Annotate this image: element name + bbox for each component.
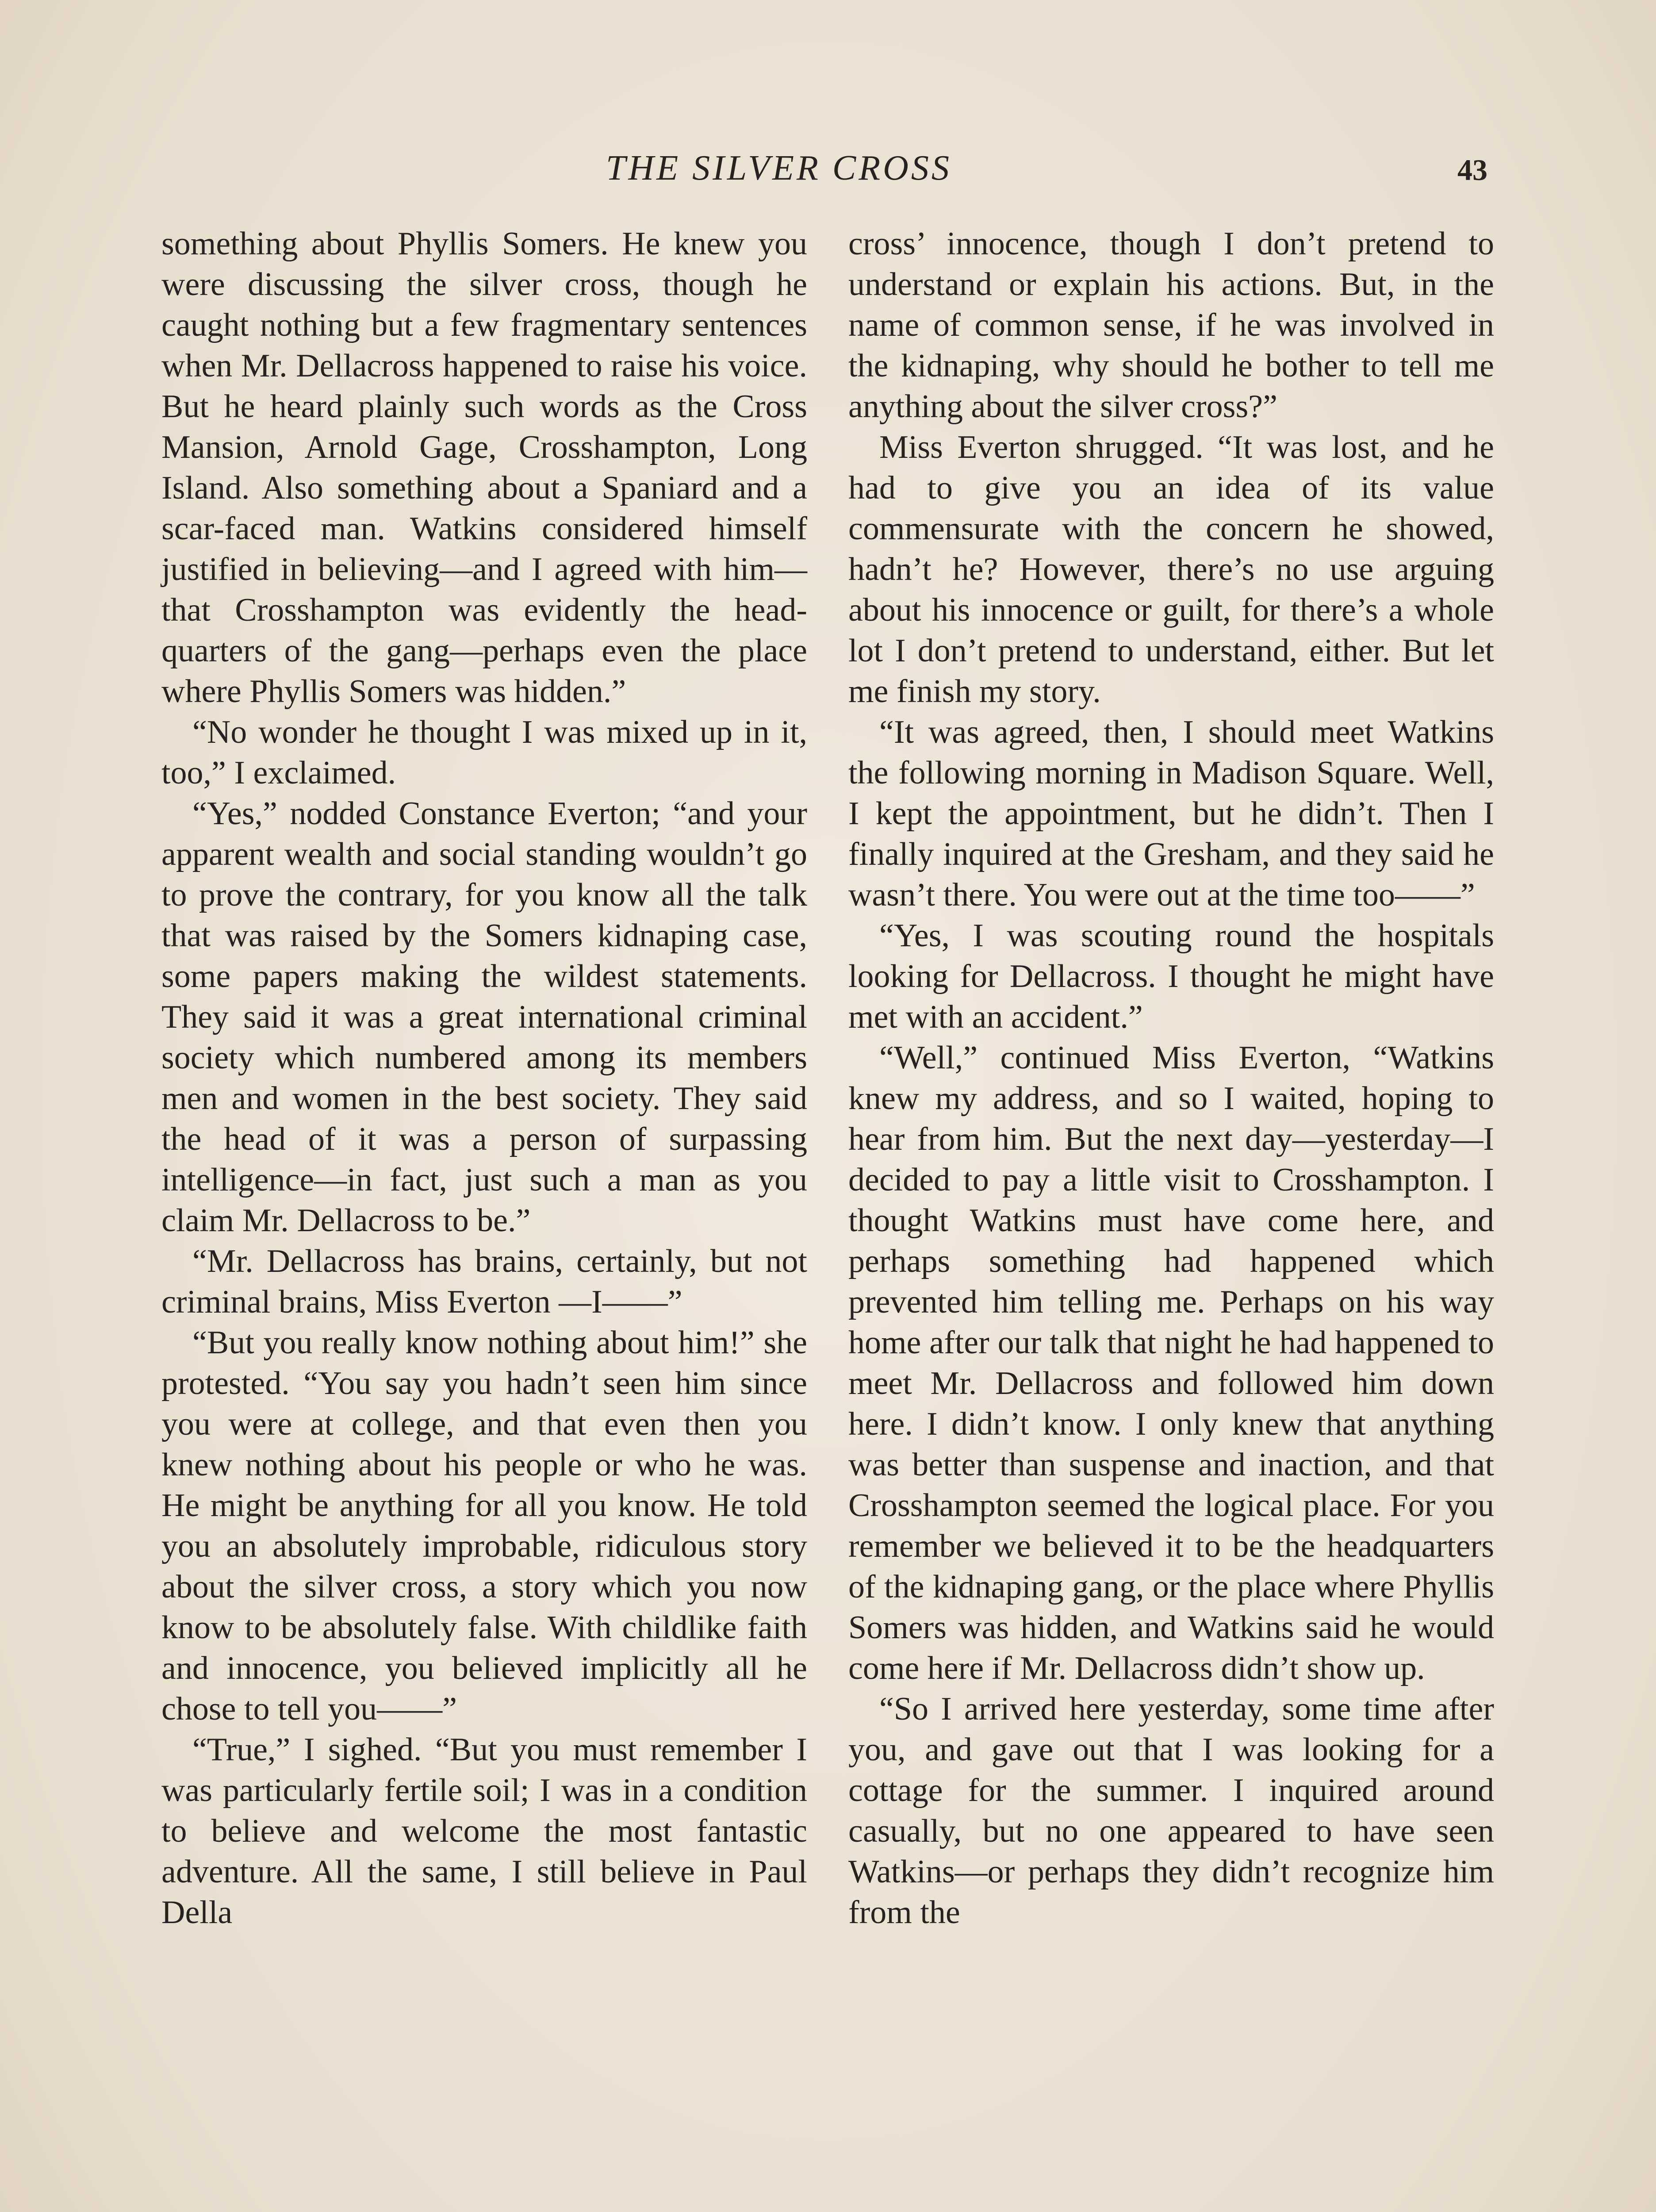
paragraph: “So I arrived here yesterday, some time after you, and gave out that I was looking for a cottage for the summer. I inquired around casually, but no one appeared to have seen Watkins—or perhaps they didn’t recognize him from the [848, 1691, 1494, 1931]
paragraph: Miss Everton shrugged. “It was lost, and he had to give you an idea of its value commensurate with the concern he showed, hadn’t he? However, there’s no use arguing about his innocence or guilt, for there’s a whole lot I don’t pretend to understand, either. But let me finish my story. [848, 429, 1494, 710]
running-title: THE SILVER CROSS [606, 149, 952, 188]
paragraph: “Well,” continued Miss Everton, “Watkins knew my address, and so I waited, hoping to hear from him. But the next day—yesterday—I decided to pay a little visit to Crosshampton. I thought Watkins must have come here, and perhaps something had happened which prevented him telling me. Perhaps on his way home after our talk that night he had happened to meet Mr. Dellacross and followed him down here. I didn’t know. I only knew that anything was better than suspense and inaction, and that Crosshampton seemed the logical place. For you remember we believed it to be the headquarters of the kidnaping gang, or the place where Phyllis Somers was hidden, and Watkins said he would come here if Mr. Dellacross didn’t show up. [848, 1040, 1494, 1686]
paragraph: “Yes, I was scouting round the hospitals looking for Dellacross. I thought he might have met with an accident.” [848, 918, 1494, 1035]
page-number: 43 [1457, 153, 1487, 187]
paragraph: “It was agreed, then, I should meet Watkins the following morning in Madison Square. Well, I kept the appointment, but he didn’t. Then I finally inquired at the Gresham, and they said he wasn’t there. You were out at the time too——” [848, 714, 1494, 913]
paragraph: “Yes,” nodded Constance Everton; “and your apparent wealth and social standing wouldn’t go to prove the contrary, for you know all the talk that was raised by the Somers kidnaping case, some papers making the wildest statements. They said it was a great international criminal society which numbered among its members men and women in the best society. They said the head of it was a person of surpassing intelligence—in fact, just such a man as you claim Mr. Dellacross to be.” [161, 795, 807, 1239]
paragraph: something about Phyllis Somers. He knew you were discussing the silver cross, though he caught nothing but a few fragmentary sentences when Mr. Dellacross happened to raise his voice. But he heard plainly such words as the Cross Mansion, Arnold Gage, Crosshampton, Long Island. Also something about a Spaniard and a scar-faced man. Watkins considered himself justified in believing—and I agreed with him—that Crosshampton was evidently the headquarters of the gang—perhaps even the place where Phyllis Somers was hidden.” [161, 226, 807, 710]
paragraph: “No wonder he thought I was mixed up in it, too,” I exclaimed. [161, 714, 807, 791]
paragraph: “But you really know nothing about him!” she protested. “You say you hadn’t seen him since you were at college, and that even then you knew nothing about his people or who he was. He might be anything for all you know. He told you an absolutely improbable, ridiculous story about the silver cross, a story which you now know to be absolutely false. With childlike faith and innocence, you believed implicitly all he chose to tell you——” [161, 1325, 807, 1727]
right-text-column [848, 223, 1494, 1933]
paragraph: “Mr. Dellacross has brains, certainly, but not criminal brains, Miss Everton —I——” [161, 1243, 807, 1320]
left-text-column [161, 223, 807, 1933]
paragraph: cross’ innocence, though I don’t pretend to understand or explain his actions. But, in the name of common sense, if he was involved in the kidnaping, why should he bother to tell me anything about the silver cross?” [848, 226, 1494, 425]
paragraph: “True,” I sighed. “But you must remember I was particularly fertile soil; I was in a condition to believe and welcome the most fantastic adventure. All the same, I still believe in Paul Della [161, 1732, 807, 1931]
